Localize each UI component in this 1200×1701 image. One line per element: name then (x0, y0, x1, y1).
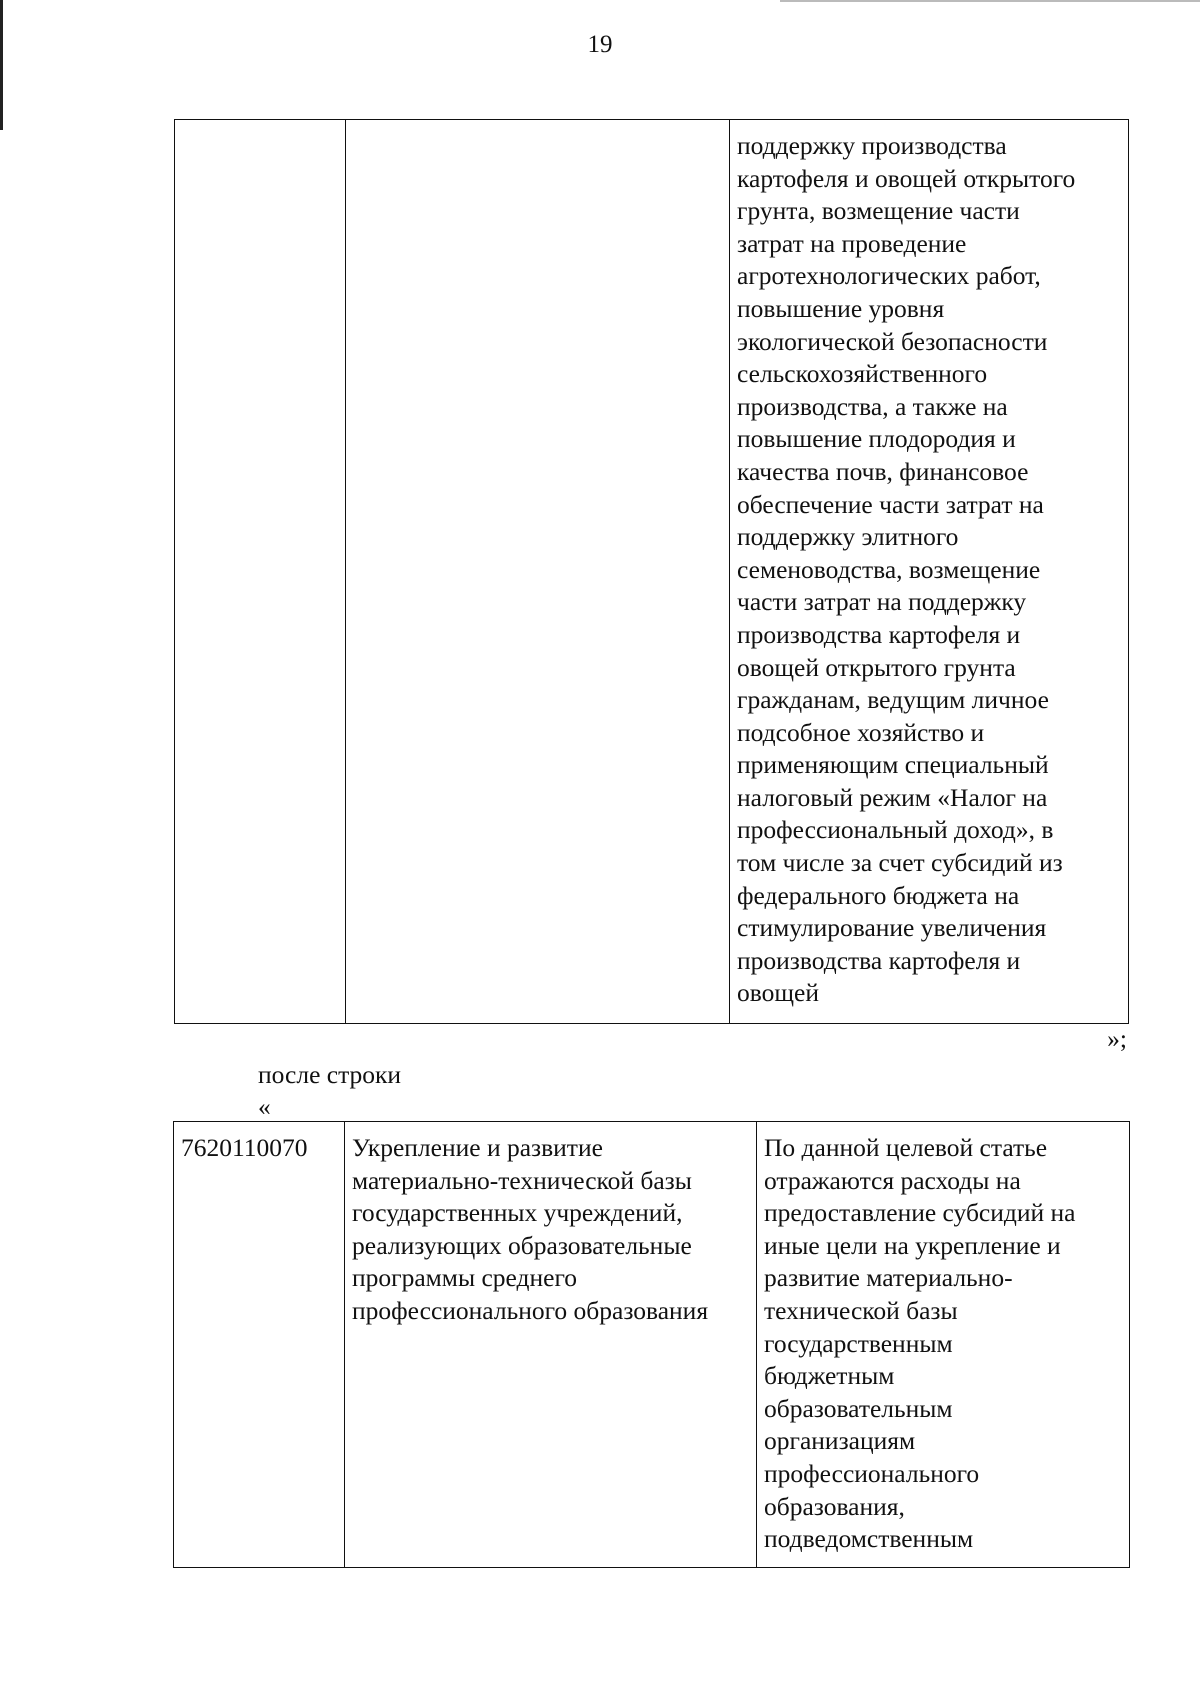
scan-edge-top (780, 0, 1200, 2)
page-number: 19 (587, 31, 613, 58)
name-cell (346, 120, 730, 1024)
closing-quote: »; (1107, 1024, 1127, 1053)
code-cell: 7620110070 (174, 1122, 345, 1568)
continued-table (174, 119, 1129, 1024)
opening-quote: « (258, 1092, 271, 1121)
code-cell (175, 120, 346, 1024)
intro-text: после строки (258, 1060, 402, 1089)
inserted-table (173, 1121, 1130, 1568)
description-cell: поддержку производства картофеля и овощей открытого грунта, возмещение части затрат на проведение агротехнологических работ, повышение уровня экологической безопасности сельскохозяйственного производства, а также на повышение плодородия и качества почв, финансовое обеспечение части затрат на поддержку элитного семеноводства, возмещение части затрат на поддержку производства картофеля и овощей открытого грунта гражданам, ведущим личное подсобное хозяйство и применяющим специальный налоговый режим «Налог на профессиональный доход», в том числе за счет субсидий из федерального бюджета на стимулирование увеличения производства картофеля и овощей (730, 120, 1129, 1024)
table-row (175, 120, 1129, 1024)
description-cell: По данной целевой статье отражаются расходы на предоставление субсидий на иные цели на укрепление и развитие материально- технической базы государственным бюджетным образовательным организациям профессионального образования, подведомственным (757, 1122, 1130, 1568)
name-cell: Укрепление и развитие материально-технической базы государственных учреждений, реализующих образовательные программы среднего профессионального образования (345, 1122, 757, 1568)
table-row (174, 1122, 1130, 1568)
scan-edge-left (0, 0, 3, 130)
